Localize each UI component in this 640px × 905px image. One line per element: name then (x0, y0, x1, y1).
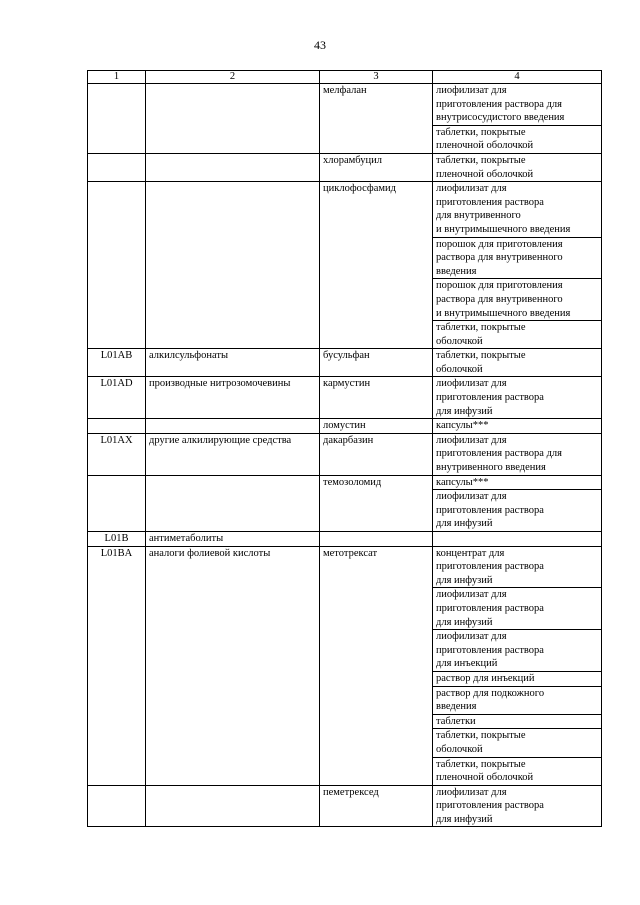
dosage-form: лиофилизат для приготовления раствора для инфузий (436, 786, 544, 825)
dosage-form: таблетки, покрытые пленочной оболочкой (436, 154, 534, 180)
dosage-forms-cell (433, 546, 602, 785)
group-cell (146, 182, 320, 349)
column-header-2: 2 (146, 71, 320, 84)
dosage-form: лиофилизат для приготовления раствора для внутрисосудистого введения (436, 85, 565, 124)
table-row (88, 785, 602, 827)
column-header-1: 1 (88, 71, 146, 84)
table-row (88, 433, 602, 475)
atc-code-cell (88, 475, 146, 531)
column-header-3: 3 (320, 71, 433, 84)
table-row (88, 349, 602, 377)
dosage-forms-cell (433, 153, 602, 181)
group-cell: аналоги фолиевой кислоты (146, 546, 320, 785)
dosage-forms-cell (433, 377, 602, 419)
table-row (88, 153, 602, 181)
drug-cell: метотрексат (320, 546, 433, 785)
dosage-form: таблетки, покрытые оболочкой (433, 320, 601, 348)
drug-cell (320, 532, 433, 547)
atc-code-cell: L01AX (88, 433, 146, 475)
dosage-forms-cell (433, 475, 602, 531)
dosage-form: порошок для приготовления раствора для внутривенного введения (433, 237, 601, 279)
drug-table (87, 70, 602, 827)
dosage-form: лиофилизат для приготовления раствора для инфузий (436, 378, 544, 417)
dosage-form: таблетки, покрытые оболочкой (433, 728, 601, 756)
dosage-forms-cell (433, 349, 602, 377)
dosage-form: капсулы*** (436, 420, 489, 432)
dosage-form: лиофилизат для приготовления раствора для инфузий (433, 489, 601, 531)
table-row (88, 419, 602, 434)
dosage-forms-cell (433, 182, 602, 349)
dosage-form: раствор для инъекций (433, 671, 601, 686)
column-header-4: 4 (433, 71, 602, 84)
drug-cell: ломустин (320, 419, 433, 434)
atc-code-cell (88, 419, 146, 434)
dosage-form: лиофилизат для приготовления раствора для инфузий (433, 587, 601, 629)
table-row (88, 84, 602, 154)
drug-cell: темозоломид (320, 475, 433, 531)
group-cell (146, 419, 320, 434)
page-number: 43 (314, 38, 326, 52)
dosage-form: капсулы*** (436, 476, 489, 488)
dosage-form: раствор для подкожного введения (433, 686, 601, 714)
dosage-forms-cell (433, 532, 602, 547)
dosage-form: лиофилизат для приготовления раствора для внутривенного и внутримышечного введения (436, 183, 571, 235)
group-cell: производные нитрозомочевины (146, 377, 320, 419)
dosage-form: порошок для приготовления раствора для внутривенного и внутримышечного введения (433, 278, 601, 320)
table-row (88, 475, 602, 531)
dosage-form: лиофилизат для приготовления раствора для инъекций (433, 629, 601, 671)
drug-cell: дакарбазин (320, 433, 433, 475)
drug-cell: мелфалан (320, 84, 433, 154)
group-cell (146, 475, 320, 531)
dosage-forms-cell (433, 419, 602, 434)
table-body (88, 84, 602, 827)
dosage-form: таблетки, покрытые пленочной оболочкой (433, 125, 601, 153)
dosage-form: таблетки, покрытые оболочкой (436, 350, 526, 375)
dosage-forms-cell (433, 433, 602, 475)
drug-cell: циклофосфамид (320, 182, 433, 349)
dosage-form: таблетки (433, 714, 601, 729)
group-cell (146, 785, 320, 827)
dosage-forms-cell (433, 785, 602, 827)
drug-cell: пеметрексед (320, 785, 433, 827)
drug-cell: кармустин (320, 377, 433, 419)
atc-code-cell (88, 785, 146, 827)
dosage-form: таблетки, покрытые пленочной оболочкой (433, 757, 601, 785)
table-row (88, 377, 602, 419)
atc-code-cell (88, 84, 146, 154)
group-cell: другие алкилирующие средства (146, 433, 320, 475)
dosage-form: концентрат для приготовления раствора для инфузий (436, 547, 544, 586)
group-cell (146, 153, 320, 181)
drug-cell: хлорамбуцил (320, 153, 433, 181)
atc-code-cell: L01BA (88, 546, 146, 785)
atc-code-cell (88, 182, 146, 349)
table-row (88, 546, 602, 785)
atc-code-cell: L01AD (88, 377, 146, 419)
atc-code-cell: L01B (88, 532, 146, 547)
table-row (88, 182, 602, 349)
drug-cell: бусульфан (320, 349, 433, 377)
group-cell: антиметаболиты (146, 532, 320, 547)
header-row (88, 71, 602, 84)
table-row (88, 532, 602, 547)
dosage-forms-cell (433, 84, 602, 154)
group-cell (146, 84, 320, 154)
atc-code-cell (88, 153, 146, 181)
group-cell: алкилсульфонаты (146, 349, 320, 377)
atc-code-cell: L01AB (88, 349, 146, 377)
dosage-form: лиофилизат для приготовления раствора для внутривенного введения (436, 434, 562, 474)
